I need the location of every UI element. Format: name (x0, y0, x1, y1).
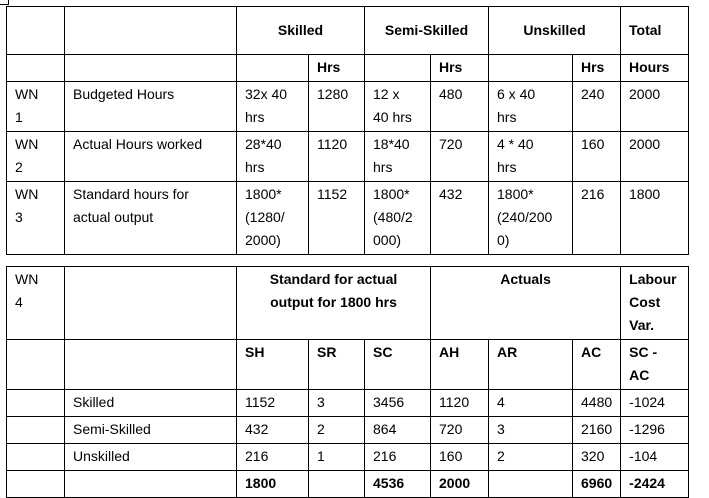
hours-table (6, 6, 689, 255)
total-cell: 1800 (621, 182, 689, 255)
unskilled-hrs-cell: 216 (573, 182, 621, 255)
table1-subheader-row (7, 55, 689, 82)
semi-calc-cell: 18*40 hrs (365, 132, 431, 182)
semi-hrs-cell: 432 (431, 182, 489, 255)
total-ac-cell: 6960 (573, 471, 621, 498)
table-row (7, 182, 689, 255)
subheader-skilled-hrs: Hrs (309, 55, 365, 82)
row-label: Skilled (65, 390, 237, 417)
subheader-semi-hrs: Hrs (431, 55, 489, 82)
col-sc: SC (365, 340, 431, 390)
header-variance: Labour Cost Var. (621, 267, 689, 340)
blank-cell (7, 7, 65, 55)
ac-cell: 2160 (573, 417, 621, 444)
unskilled-hrs-cell: 160 (573, 132, 621, 182)
total-cell: 2000 (621, 82, 689, 132)
unskilled-calc-cell: 1800* (240/200 0) (489, 182, 573, 255)
skilled-hrs-cell: 1280 (309, 82, 365, 132)
table-row (7, 132, 689, 182)
skilled-calc-cell: 32x 40 hrs (237, 82, 309, 132)
header-unskilled: Unskilled (489, 7, 621, 55)
table1-header-row (7, 7, 689, 55)
sr-cell: 1 (309, 444, 365, 471)
blank-cell (7, 55, 65, 82)
total-variance-cell: -2424 (621, 471, 689, 498)
header-actuals: Actuals (431, 267, 621, 340)
sh-cell: 216 (237, 444, 309, 471)
variance-cell: -104 (621, 444, 689, 471)
blank-cell (7, 340, 65, 390)
skilled-hrs-cell: 1152 (309, 182, 365, 255)
sc-cell: 3456 (365, 390, 431, 417)
sr-cell: 3 (309, 390, 365, 417)
blank-cell (489, 55, 573, 82)
ah-cell: 1120 (431, 390, 489, 417)
total-sc-cell: 4536 (365, 471, 431, 498)
unskilled-hrs-cell: 240 (573, 82, 621, 132)
ah-cell: 160 (431, 444, 489, 471)
ah-cell: 720 (431, 417, 489, 444)
ac-cell: 4480 (573, 390, 621, 417)
blank-cell (309, 471, 365, 498)
table-row (7, 390, 689, 417)
wn-cell: WN 2 (7, 132, 65, 182)
semi-calc-cell: 1800* (480/2 000) (365, 182, 431, 255)
semi-hrs-cell: 720 (431, 132, 489, 182)
blank-cell (65, 267, 237, 340)
sr-cell: 2 (309, 417, 365, 444)
semi-calc-cell: 12 x 40 hrs (365, 82, 431, 132)
row-label: Standard hours for actual output (65, 182, 237, 255)
ar-cell: 2 (489, 444, 573, 471)
ac-cell: 320 (573, 444, 621, 471)
col-ac: AC (573, 340, 621, 390)
table-row (7, 82, 689, 132)
table2-header-row (7, 267, 689, 340)
col-ah: AH (431, 340, 489, 390)
blank-cell (237, 55, 309, 82)
ar-cell: 3 (489, 417, 573, 444)
table-row (7, 444, 689, 471)
blank-cell (7, 390, 65, 417)
skilled-calc-cell: 1800* (1280/ 2000) (237, 182, 309, 255)
header-semi-skilled: Semi-Skilled (365, 7, 489, 55)
skilled-calc-cell: 28*40 hrs (237, 132, 309, 182)
variance-cell: -1024 (621, 390, 689, 417)
col-sr: SR (309, 340, 365, 390)
header-standard: Standard for actual output for 1800 hrs (237, 267, 431, 340)
totals-row (7, 471, 689, 498)
col-variance: SC - AC (621, 340, 689, 390)
unskilled-calc-cell: 4 * 40 hrs (489, 132, 573, 182)
header-skilled: Skilled (237, 7, 365, 55)
wn-cell: WN 4 (7, 267, 65, 340)
ar-cell: 4 (489, 390, 573, 417)
subheader-unskilled-hrs: Hrs (573, 55, 621, 82)
blank-cell (489, 471, 573, 498)
table2-column-header-row (7, 340, 689, 390)
blank-cell (65, 55, 237, 82)
col-ar: AR (489, 340, 573, 390)
sh-cell: 432 (237, 417, 309, 444)
wn-cell: WN 3 (7, 182, 65, 255)
sh-cell: 1152 (237, 390, 309, 417)
blank-cell (65, 340, 237, 390)
sc-cell: 216 (365, 444, 431, 471)
unskilled-calc-cell: 6 x 40 hrs (489, 82, 573, 132)
blank-cell (7, 444, 65, 471)
blank-cell (365, 55, 431, 82)
labour-cost-variance-table (6, 266, 689, 498)
sc-cell: 864 (365, 417, 431, 444)
table-row (7, 417, 689, 444)
header-total: Total (621, 7, 689, 55)
semi-hrs-cell: 480 (431, 82, 489, 132)
wn-cell: WN 1 (7, 82, 65, 132)
variance-cell: -1296 (621, 417, 689, 444)
row-label: Unskilled (65, 444, 237, 471)
subheader-total-hours: Hours (621, 55, 689, 82)
row-label: Actual Hours worked (65, 132, 237, 182)
row-label: Budgeted Hours (65, 82, 237, 132)
skilled-hrs-cell: 1120 (309, 132, 365, 182)
total-cell: 2000 (621, 132, 689, 182)
blank-cell (65, 471, 237, 498)
total-sh-cell: 1800 (237, 471, 309, 498)
corner-mark (0, 0, 9, 5)
blank-cell (7, 417, 65, 444)
blank-cell (7, 471, 65, 498)
blank-cell (65, 7, 237, 55)
total-ah-cell: 2000 (431, 471, 489, 498)
row-label: Semi-Skilled (65, 417, 237, 444)
col-sh: SH (237, 340, 309, 390)
